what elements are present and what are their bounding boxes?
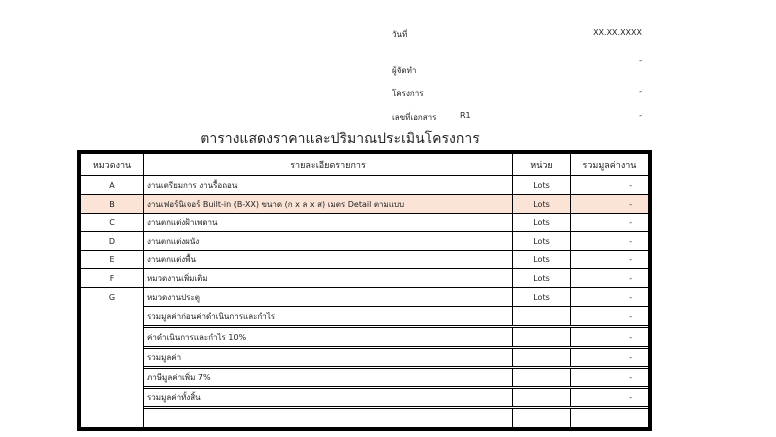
row-total: - xyxy=(629,292,632,302)
date-label: วันที่ xyxy=(392,30,408,39)
header-total: รวมมูลค่างาน xyxy=(582,160,637,171)
summary-row xyxy=(81,346,648,366)
row-category: F xyxy=(81,269,144,287)
preparer-label: ผู้จัดทำ xyxy=(392,66,417,75)
summary-description: รวมมูลค่าทั้งสิ้น xyxy=(144,389,513,406)
summary-unit xyxy=(513,349,571,366)
table-row xyxy=(81,175,648,194)
doc-no-label: เลขที่เอกสาร xyxy=(392,113,437,122)
row-description: หมวดงานเพิ่มเติม xyxy=(144,269,513,287)
row-unit: Lots xyxy=(513,251,571,268)
row-category: G xyxy=(81,288,144,306)
row-description: งานตกแต่งพื้น xyxy=(144,251,513,268)
header-category: หมวดงาน xyxy=(81,154,144,175)
row-total: - xyxy=(629,236,632,246)
row-description: งานเฟอร์นิเจอร์ Built-in (B-XX) ขนาด (ก x ล x ส) เมตร Detail ตามแบบ xyxy=(144,195,513,213)
table-row xyxy=(81,213,648,231)
row-total: - xyxy=(629,255,632,264)
row-unit: Lots xyxy=(513,195,571,213)
summary-total: - xyxy=(629,353,632,362)
row-unit: Lots xyxy=(513,232,571,250)
summary-row-empty xyxy=(81,406,648,430)
summary-total: - xyxy=(629,332,632,342)
summary-unit xyxy=(513,389,571,406)
doc-no-value: - xyxy=(639,111,642,120)
row-description: งานตกแต่งผนัง xyxy=(144,232,513,250)
row-total: - xyxy=(629,218,632,227)
row-unit: Lots xyxy=(513,288,571,306)
row-unit: Lots xyxy=(513,269,571,287)
table-row xyxy=(81,250,648,268)
project-label: โครงการ xyxy=(392,89,424,98)
row-category: D xyxy=(81,232,144,250)
summary-total: - xyxy=(629,393,632,402)
row-category: B xyxy=(81,195,144,213)
summary-row xyxy=(81,386,648,406)
summary-total: - xyxy=(629,373,632,382)
summary-unit xyxy=(513,369,571,386)
summary-row xyxy=(81,325,648,346)
summary-unit xyxy=(513,328,571,346)
summary-description: ค่าดำเนินการและกำไร 10% xyxy=(144,328,513,346)
project-value: - xyxy=(639,87,642,96)
row-category: C xyxy=(81,214,144,231)
summary-row xyxy=(81,306,648,325)
row-total: - xyxy=(629,180,632,190)
row-total: - xyxy=(571,195,648,213)
summary-description: รวมมูลค่า xyxy=(144,349,513,366)
header-description: รายละเอียดรายการ xyxy=(144,154,513,175)
row-description: งานเตรียมการ งานรื้อถอน xyxy=(144,176,513,194)
table-row xyxy=(81,231,648,250)
row-unit: Lots xyxy=(513,214,571,231)
row-category: E xyxy=(81,251,144,268)
row-description: งานตกแต่งฝ้าเพดาน xyxy=(144,214,513,231)
table-row xyxy=(81,287,648,306)
date-value: XX.XX.XXXX xyxy=(593,28,642,37)
header-unit: หน่วย xyxy=(513,154,571,175)
summary-total xyxy=(571,409,648,430)
page-title: ตารางแสดงราคาและปริมาณประเมินโครงการ xyxy=(200,131,480,147)
table-header xyxy=(81,154,648,175)
summary-total: - xyxy=(629,311,632,321)
summary-description: ภาษีมูลค่าเพิ่ม 7% xyxy=(144,369,513,386)
summary-category-merged-cell xyxy=(81,306,144,427)
summary-description xyxy=(144,409,513,430)
row-description: หมวดงานประตู xyxy=(144,288,513,306)
estimate-table xyxy=(77,150,652,431)
summary-description: รวมมูลค่าก่อนค่าดำเนินการและกำไร xyxy=(144,307,513,325)
row-unit: Lots xyxy=(513,176,571,194)
summary-unit xyxy=(513,307,571,325)
doc-no-ref: R1 xyxy=(460,111,471,120)
table-row-highlighted xyxy=(81,194,648,213)
table-row xyxy=(81,268,648,287)
summary-unit xyxy=(513,409,571,430)
summary-row xyxy=(81,366,648,386)
row-total: - xyxy=(629,273,632,283)
preparer-value: - xyxy=(639,56,642,65)
row-category: A xyxy=(81,176,144,194)
